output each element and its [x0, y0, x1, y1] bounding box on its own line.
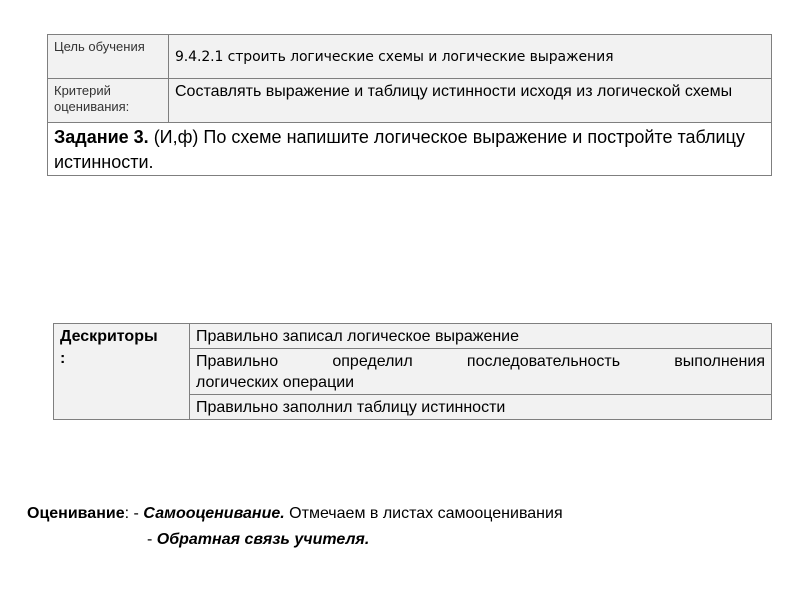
- assessment-line-2: [27, 527, 563, 553]
- assessment-line-1: [27, 501, 563, 527]
- assessment-block: [27, 501, 563, 553]
- goal-value: 9.4.2.1 строить логические схемы и логические выражения: [169, 35, 772, 79]
- criterion-value: Составлять выражение и таблицу истинности исходя из логической схемы: [169, 79, 772, 123]
- criterion-label: Критерий оценивания:: [48, 79, 169, 123]
- task-title: Задание 3.: [54, 127, 149, 147]
- goal-label: Цель обучения: [48, 35, 169, 79]
- descriptor-item-1: Правильно записал логическое выражение: [190, 324, 772, 349]
- self-assessment-title: Самооценивание.: [143, 505, 285, 522]
- self-assessment-text: Отмечаем в листах самооценивания: [284, 505, 563, 522]
- feedback-sep: -: [147, 531, 157, 548]
- task-row: [48, 123, 772, 176]
- descriptor-item-2: [190, 349, 772, 395]
- descriptors-label-line2: :: [60, 350, 66, 367]
- assessment-label: Оценивание: [27, 505, 125, 522]
- descriptor-item-2-line2: логических операции: [196, 374, 355, 391]
- descriptors-label: [54, 324, 190, 420]
- task-text: (И,ф) По схеме напишите логическое выражение и постройте таблицу истинности.: [54, 127, 745, 172]
- objectives-table: [47, 34, 772, 176]
- descriptor-item-3: Правильно заполнил таблицу истинности: [190, 395, 772, 420]
- teacher-feedback: Обратная связь учителя.: [156, 531, 370, 548]
- descriptors-table: [53, 323, 772, 420]
- goal-row: [48, 35, 772, 79]
- descriptor-row: [54, 324, 772, 349]
- task-cell: [48, 123, 772, 176]
- criterion-row: [48, 79, 772, 123]
- descriptors-label-line1: Дескриторы: [60, 328, 158, 345]
- descriptor-item-2-line1: Правильно определил последовательность выполнения: [196, 353, 765, 370]
- assessment-sep: : -: [124, 505, 144, 522]
